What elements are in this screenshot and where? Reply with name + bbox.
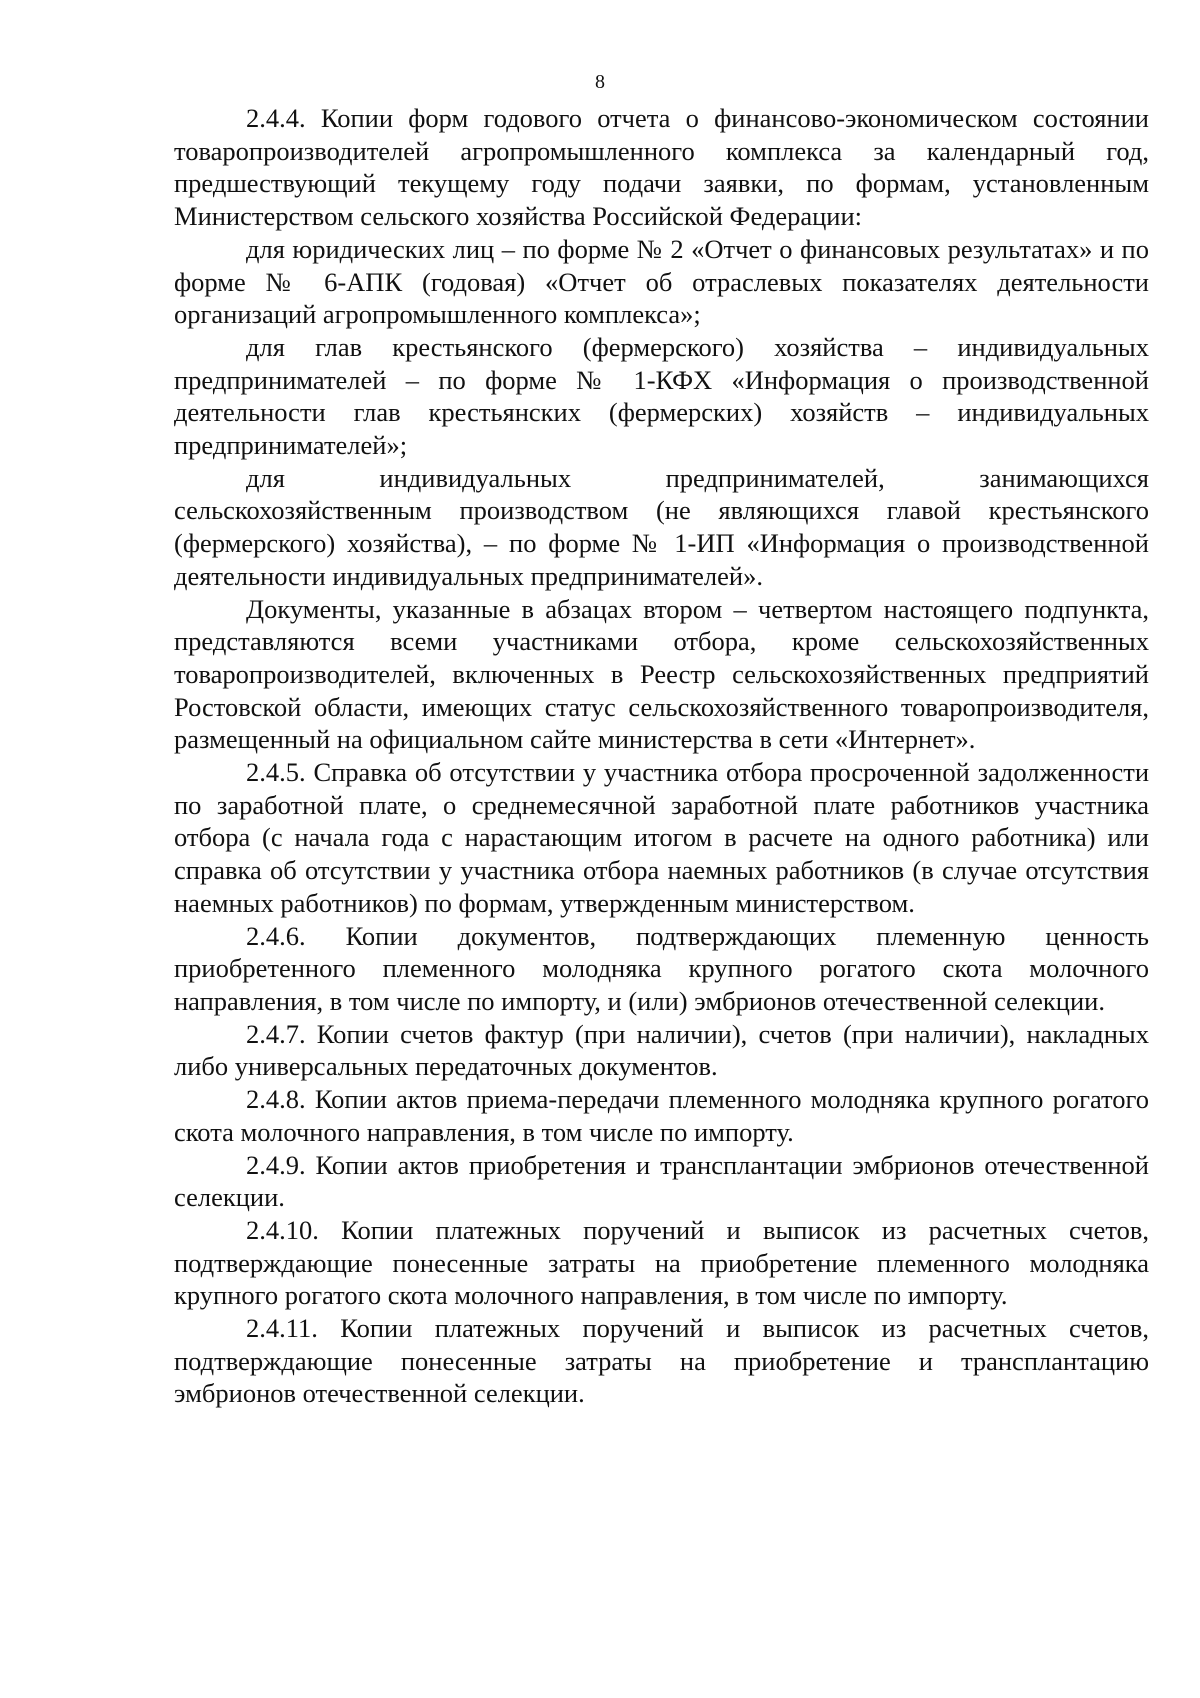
- paragraph-legal-entities: для юридических лиц – по форме № 2 «Отчет о финансовых результатах» и по форме № 6-АПК (годовая) «Отчет об отраслевых показателях деятельности организаций агропромышленного комплекса»;: [174, 233, 1149, 330]
- paragraph-individual-entrepreneurs: для индивидуальных предпринимателей, занимающихся сельскохозяйственным производством (не являющихся главой крестьянского (фермерского) хозяйства), – по форме № 1-ИП «Информация о производственной деятельности индивидуальных предпринимателей».: [174, 462, 1149, 591]
- document-body: [174, 102, 1149, 1410]
- paragraph-farm-heads: для глав крестьянского (фермерского) хозяйства – индивидуальных предпринимателей – по форме № 1-КФХ «Информация о производственной деятельности глав крестьянских (фермерских) хозяйств – индивидуальных предпринимателей»;: [174, 331, 1149, 461]
- paragraph-2-4-10: 2.4.10. Копии платежных поручений и выписок из расчетных счетов, подтверждающие понесенные затраты на приобретение племенного молодняка крупного рогатого скота молочного направления, в том числе по импорту.: [174, 1214, 1149, 1311]
- paragraph-2-4-5: 2.4.5. Справка об отсутствии у участника отбора просроченной задолженности по заработной плате, о среднемесячной заработной плате работников участника отбора (с начала года с нарастающим итогом в расчете на одного работника) или справка об отсутствии у участника отбора наемных работников (в случае отсутствия наемных работников) по формам, утвержденным министерством.: [174, 757, 1149, 918]
- paragraph-documents-note: Документы, указанные в абзацах втором – четвертом настоящего подпункта, представляются всеми участниками отбора, кроме сельскохозяйственных товаропроизводителей, включенных в Реестр сельскохозяйственных предприятий Ростовской области, имеющих статус сельскохозяйственного товаропроизводителя, размещенный на официальном сайте министерства в сети «Интернет».: [174, 593, 1149, 755]
- paragraph-2-4-9: 2.4.9. Копии актов приобретения и трансплантации эмбрионов отечественной селекции.: [174, 1149, 1149, 1213]
- paragraph-2-4-8: 2.4.8. Копии актов приема-передачи племенного молодняка крупного рогатого скота молочного направления, в том числе по импорту.: [174, 1084, 1149, 1147]
- paragraph-2-4-11: 2.4.11. Копии платежных поручений и выписок из расчетных счетов, подтверждающие понесенные затраты на приобретение и трансплантацию эмбрионов отечественной селекции.: [174, 1313, 1149, 1409]
- paragraph-2-4-7: 2.4.7. Копии счетов фактур (при наличии), счетов (при наличии), накладных либо универсальных передаточных документов.: [174, 1018, 1149, 1082]
- paragraph-2-4-6: 2.4.6. Копии документов, подтверждающих племенную ценность приобретенного племенного молодняка крупного рогатого скота молочного направления, в том числе по импорту, и (или) эмбрионов отечественной селекции.: [174, 920, 1149, 1016]
- paragraph-2-4-4: 2.4.4. Копии форм годового отчета о финансово-экономическом состоянии товаропроизводителей агропромышленного комплекса за календарный год, предшествующий текущему году подачи заявки, по формам, установленным Министерством сельского хозяйства Российской Федерации:: [174, 103, 1149, 232]
- page-number: 8: [595, 71, 605, 93]
